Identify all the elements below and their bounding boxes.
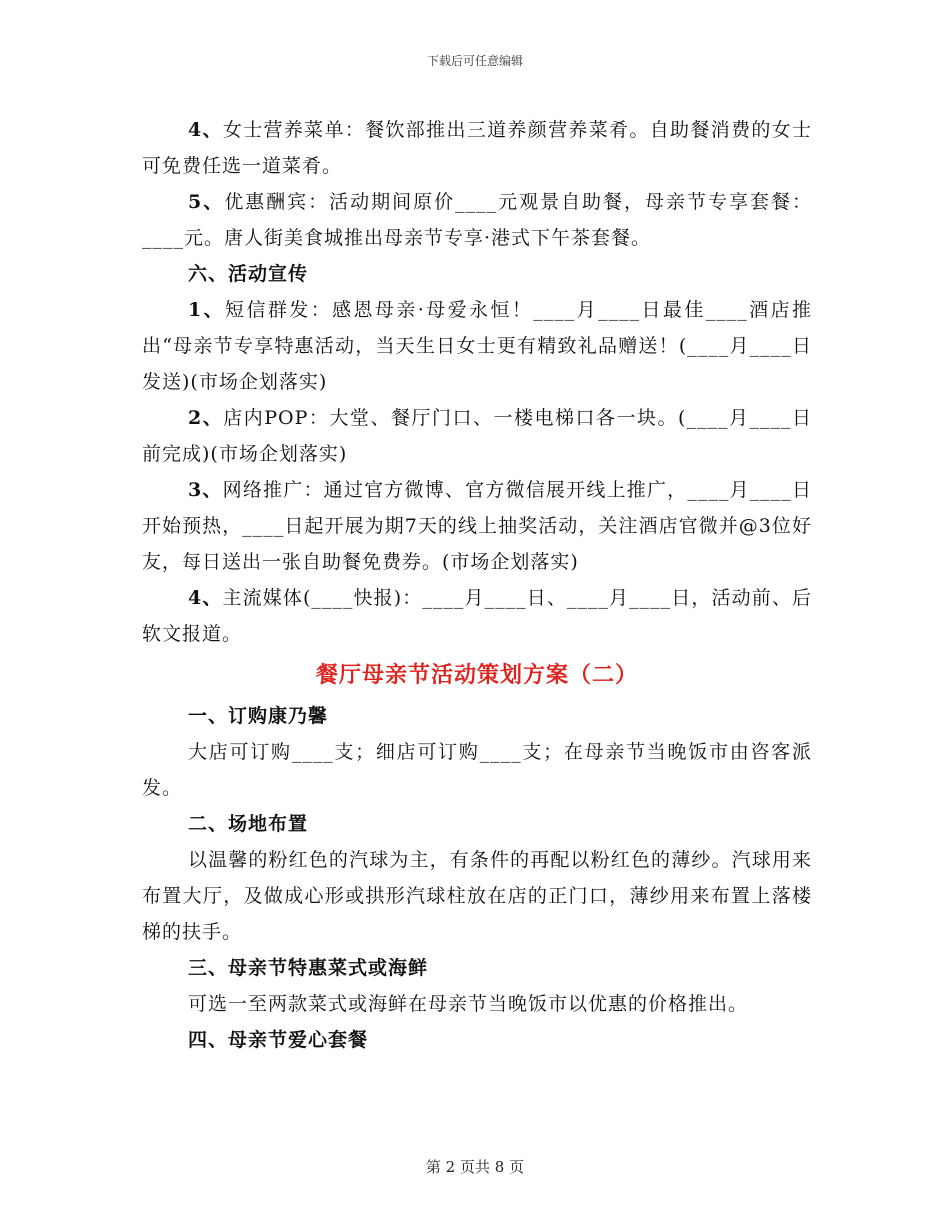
paragraph-text: 优惠酬宾：活动期间原价____元观景自助餐，母亲节专享套餐：____元。唐人街美食城推出母亲节专享·港式下午茶套餐。 [142, 191, 812, 249]
paragraph-text: 女士营养菜单：餐饮部推出三道养颜营养菜肴。自助餐消费的女士可免费任选一道菜肴。 [142, 119, 812, 177]
item-number: 3、 [188, 479, 223, 501]
paragraph-online [142, 472, 812, 580]
paragraph-carnation: 大店可订购____支；细店可订购____支；在母亲节当晚饭市由咨客派发。 [142, 741, 812, 799]
section-heading-venue: 二、场地布置 [188, 813, 309, 835]
item-number: 1、 [188, 299, 226, 321]
page-header: 下载后可任意编辑 [426, 54, 523, 68]
section-heading-promotion: 六、活动宣传 [188, 263, 309, 285]
page-footer: 第 2 页共 8 页 [425, 1158, 525, 1176]
section-heading-special-dishes: 三、母亲节特惠菜式或海鲜 [188, 957, 429, 979]
paragraph-text: 主流媒体(____快报)：____月____日、____月____日，活动前、后软文报道。 [142, 587, 812, 645]
paragraph-special-dishes: 可选一至两款菜式或海鲜在母亲节当晚饭市以优惠的价格推出。 [188, 993, 749, 1015]
document-title: 餐厅母亲节活动策划方案（二） [315, 662, 638, 688]
section-heading-carnation: 一、订购康乃馨 [188, 705, 329, 727]
paragraph-venue: 以温馨的粉红色的汽球为主，有条件的再配以粉红色的薄纱。汽球用来布置大厅，及做成心形或拱形汽球柱放在店的正门口，薄纱用来布置上落楼梯的扶手。 [142, 849, 812, 943]
paragraph-text: 网络推广：通过官方微博、官方微信展开线上推广，____月____日开始预热，____日起开展为期7天的线上抽奖活动，关注酒店官微并@3位好友，每日送出一张自助餐免费券。(市场企划落实) [142, 479, 812, 573]
paragraph-pop [142, 400, 812, 472]
paragraph-women-menu [142, 112, 812, 184]
item-number: 4、 [188, 119, 223, 141]
item-number: 2、 [188, 407, 224, 429]
item-number: 4、 [188, 587, 223, 609]
paragraph-media [142, 580, 812, 652]
paragraph-text: 短信群发：感恩母亲·母爱永恒！____月____日最佳____酒店推出“母亲节专享特惠活动，当天生日女士更有精致礼品赠送！(____月____日发送)(市场企划落实) [142, 299, 812, 393]
paragraph-text: 店内POP：大堂、餐厅门口、一楼电梯口各一块。(____月____日前完成)(市场企划落实) [142, 407, 812, 465]
item-number: 5、 [188, 191, 225, 213]
section-heading-love-set: 四、母亲节爱心套餐 [188, 1029, 369, 1051]
paragraph-sms [142, 292, 812, 400]
paragraph-discount [142, 184, 812, 256]
document-body [142, 112, 812, 1058]
